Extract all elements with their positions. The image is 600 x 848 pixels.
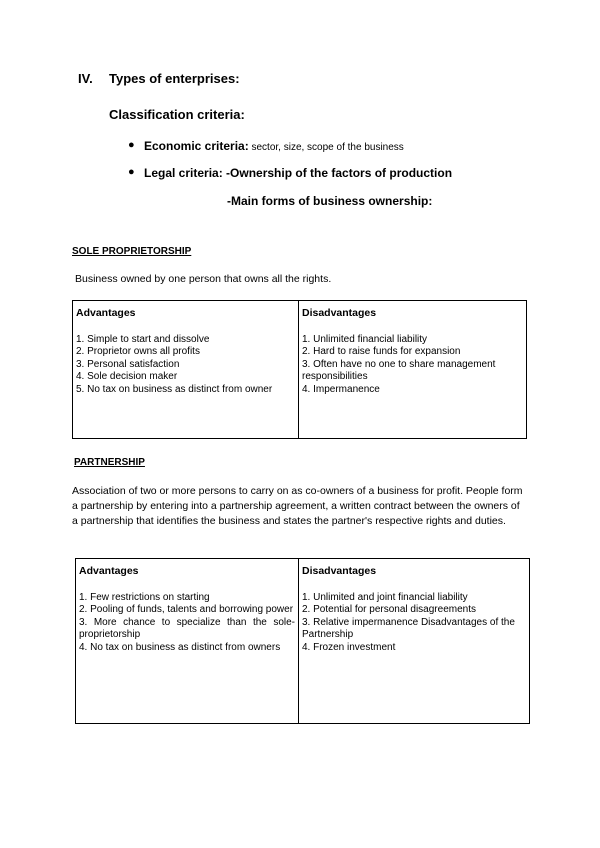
criteria-detail: sector, size, scope of the business	[248, 142, 404, 153]
partnership-advantages-cell	[76, 559, 299, 724]
section-number: IV.	[78, 71, 93, 86]
main-forms-heading: -Main forms of business ownership:	[227, 194, 433, 208]
list-item: 4. Impermanence	[302, 383, 380, 395]
section-heading	[78, 71, 240, 86]
partnership-description: Association of two or more persons to carry on as co-owners of a business for profit. People form a partnership by entering into a partnership agreement, a written contract between the owners of a partnership that identifies the business and states the partner's respective rights and duties.	[72, 485, 523, 527]
list-item: 3. Personal satisfaction	[76, 358, 180, 370]
bullet-icon: ●	[128, 166, 135, 178]
list-item: 2. Pooling of funds, talents and borrowing power	[79, 604, 294, 615]
list-item: 1. Unlimited and joint financial liability	[302, 591, 468, 603]
sole-disadvantages-cell	[299, 301, 527, 439]
list-item: 3. Often have no one to share management responsibilities	[302, 358, 496, 382]
advantages-header: Advantages	[76, 307, 136, 319]
criteria-economic	[128, 139, 404, 153]
list-item: 1. Unlimited financial liability	[302, 333, 428, 345]
list-item: 4. Frozen investment	[302, 641, 396, 653]
list-item: 2. Proprietor owns all profits	[76, 346, 200, 357]
list-item: 4. Sole decision maker	[76, 371, 178, 382]
list-item: 2. Potential for personal disagreements	[302, 604, 476, 615]
disadvantages-header: Disadvantages	[302, 307, 377, 319]
sole-title: SOLE PROPRIETORSHIP	[72, 246, 192, 257]
list-item: 3. Relative impermanence Disadvantages of the Partnership	[302, 616, 515, 640]
list-item: 5. No tax on business as distinct from owner	[76, 383, 273, 395]
criteria-label: Economic criteria:	[144, 139, 249, 153]
partnership-table	[75, 558, 530, 724]
criteria-detail: -Ownership of the factors of production	[222, 166, 453, 180]
section-title: Types of enterprises:	[109, 71, 240, 86]
criteria-label: Legal criteria:	[144, 166, 223, 180]
sole-description: Business owned by one person that owns all the rights.	[75, 273, 332, 285]
sole-advantages-cell	[73, 301, 299, 439]
bullet-icon: ●	[128, 139, 135, 151]
sole-table	[72, 300, 527, 439]
list-item: 3. More chance to specialize than the sole-proprietorship	[79, 616, 295, 640]
advantages-header: Advantages	[79, 565, 139, 577]
disadvantages-header: Disadvantages	[302, 565, 377, 577]
list-item: 1. Simple to start and dissolve	[76, 333, 210, 345]
partnership-disadvantages-cell	[299, 559, 530, 724]
criteria-legal	[128, 166, 453, 180]
partnership-title: PARTNERSHIP	[74, 457, 145, 468]
list-item: 2. Hard to raise funds for expansion	[302, 346, 461, 357]
list-item: 1. Few restrictions on starting	[79, 591, 210, 603]
list-item: 4. No tax on business as distinct from owners	[79, 641, 281, 653]
classification-title: Classification criteria:	[109, 107, 245, 122]
